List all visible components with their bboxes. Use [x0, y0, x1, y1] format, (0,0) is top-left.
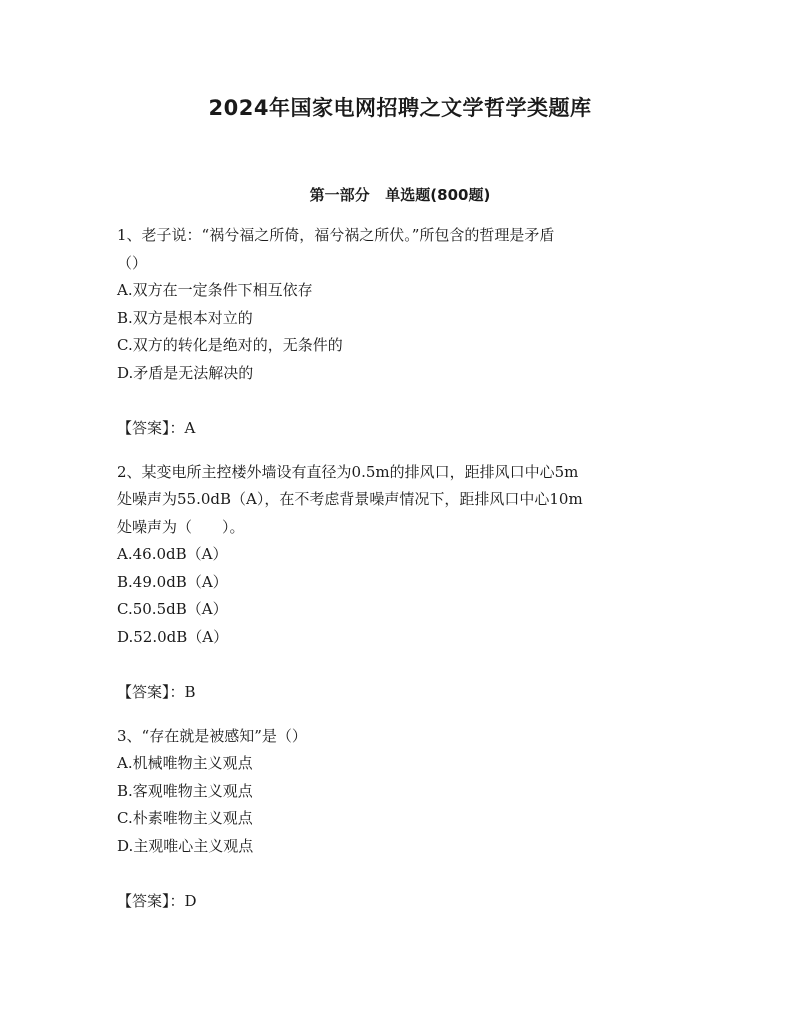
option-b: B.双方是根本对立的: [117, 308, 253, 327]
question-stem-line: （）: [117, 253, 148, 272]
question-list: [117, 222, 687, 932]
answer-line: [117, 679, 687, 707]
section-title: 第一部分 单选题(800题): [309, 186, 491, 204]
question-stem-line: 2、某变电所主控楼外墙设有直径为0.5m的排风口，距排风口中心5m: [117, 462, 579, 481]
document-title: 2024年国家电网招聘之文学哲学类题库: [208, 96, 592, 120]
option-a: A.46.0dB（A）: [117, 545, 228, 563]
answer-value: ：B: [169, 683, 196, 701]
option-c: C.朴素唯物主义观点: [117, 809, 253, 827]
question-2: [117, 459, 687, 707]
question-stem-line: 处噪声为55.0dB（A），在不考虑背景噪声情况下，距排风口中心10m: [117, 490, 583, 508]
option-d: D.矛盾是无法解决的: [117, 363, 254, 382]
answer-label: 【答案】: [117, 892, 170, 910]
answer-value: ：D: [169, 892, 197, 910]
answer-line: [117, 415, 687, 443]
option-d: D.52.0dB（A）: [117, 627, 229, 646]
question-3: [117, 723, 687, 916]
option-d: D.主观唯心主义观点: [117, 836, 254, 855]
option-b: B.49.0dB（A）: [117, 572, 228, 591]
option-a: A.机械唯物主义观点: [117, 754, 253, 772]
answer-line: [117, 888, 687, 916]
answer-label: 【答案】: [117, 419, 170, 437]
option-a: A.双方在一定条件下相互依存: [117, 281, 313, 299]
option-b: B.客观唯物主义观点: [117, 781, 253, 800]
answer-value: ：A: [169, 419, 196, 437]
option-c: C.双方的转化是绝对的，无条件的: [117, 336, 343, 354]
answer-label: 【答案】: [117, 683, 170, 701]
question-stem-line: 3、“存在就是被感知”是（）: [117, 726, 307, 745]
question-stem-line: 1、老子说：“祸兮福之所倚，福兮祸之所伏。”所包含的哲理是矛盾: [117, 226, 555, 244]
question-stem-line: 处噪声为（ ）。: [117, 517, 245, 536]
question-1: [117, 222, 687, 443]
option-c: C.50.5dB（A）: [117, 600, 228, 618]
